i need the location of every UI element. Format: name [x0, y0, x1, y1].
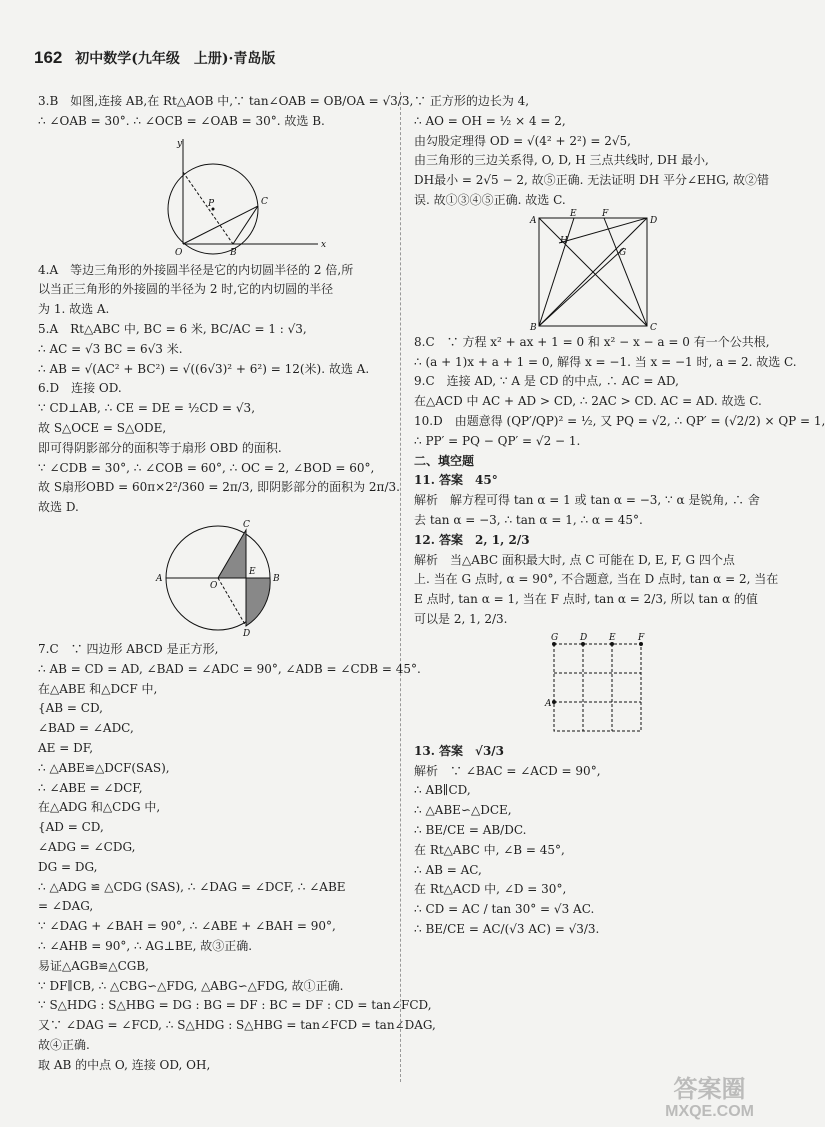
- q13-analysis-3: ∴ △ABE∽△DCE,: [414, 803, 512, 818]
- q4-line-2: 以当正三角形的外接圆的半径为 2 时,它的内切圆的半径: [38, 282, 334, 297]
- fig12-label-f: F: [638, 632, 645, 643]
- q7-line-8: ∴ ∠ABE = ∠DCF,: [38, 780, 143, 795]
- q7-line-18: ∵ DF∥CB, ∴ △CBG∽△FDG, △ABG∽△FDG, 故①正确.: [38, 978, 344, 993]
- q4-line-3: 为 1. 故选 A.: [38, 302, 110, 317]
- q7-line-13: ∴ △ADG ≌ △CDG (SAS), ∴ ∠DAG = ∠DCF, ∴ ∠ABE: [38, 879, 346, 894]
- q13-analysis-9: ∴ BE/CE = AC/(√3 AC) = √3/3.: [414, 921, 600, 936]
- q13-analysis-7: 在 Rt△ACD 中, ∠D = 30°,: [414, 882, 567, 897]
- q10-line-2: ∴ PP′ = PQ − QP′ = √2 − 1.: [414, 433, 581, 448]
- section-heading-fill-blank: 二、填空题: [414, 453, 475, 468]
- q4-line-1: 4.A 等边三角形的外接圆半径是它的内切圆半径的 2 倍,所: [38, 262, 354, 277]
- fig12-label-e: E: [609, 632, 616, 643]
- q3-line-2: ∴ ∠OAB = 30°. ∴ ∠OCB = ∠OAB = 30°. 故选 B.: [38, 113, 325, 128]
- q5-line-1: 5.A Rt△ABC 中, BC = 6 米, BC/AC = 1 : √3,: [38, 321, 307, 336]
- watermark-logo: [665, 1077, 754, 1121]
- q7-line-17: 易证△AGB≌△CGB,: [38, 958, 149, 973]
- right-column: [414, 92, 825, 940]
- q13-analysis-5: 在 Rt△ABC 中, ∠B = 45°,: [414, 842, 565, 857]
- q6-line-2: ∵ CD⊥AB, ∴ CE = DE = ½CD = √3,: [38, 401, 256, 416]
- fig3-label-x: x: [321, 239, 327, 250]
- q7-cont-line-2: ∴ AO = OH = ½ × 4 = 2,: [414, 113, 566, 128]
- fig7-label-e: E: [570, 208, 577, 219]
- page-header: [34, 48, 275, 68]
- q12-answer: 12. 答案 2, 1, 2/3: [414, 532, 530, 547]
- q7-line-6: AE = DF,: [38, 740, 94, 755]
- q7-cont-line-6: 误. 故①③④⑤正确. 故选 C.: [414, 192, 566, 207]
- q8-line-2: ∴ (a + 1)x + a + 1 = 0, 解得 x = −1. 当 x = −1 时, a = 2. 故选 C.: [414, 354, 797, 369]
- fig3-label-o: O: [175, 247, 183, 258]
- q13-answer: 13. 答案 √3/3: [414, 743, 505, 758]
- q6-figure: [38, 520, 338, 638]
- fig3-label-c: C: [261, 196, 268, 207]
- q11-analysis-1: 解析 解方程可得 tan α = 1 或 tan α = −3, ∵ α 是锐角, ∴ 舍: [414, 493, 760, 508]
- q12-analysis-1: 解析 当△ABC 面积最大时, 点 C 可能在 D, E, F, G 四个点: [414, 552, 735, 567]
- q11-analysis-2: 去 tan α = −3, ∴ tan α = 1, ∴ α = 45°.: [414, 512, 643, 527]
- watermark-url: MXQE.COM: [665, 1103, 754, 1121]
- q9-line-1: 9.C 连接 AD, ∵ A 是 CD 的中点, ∴ AC = AD,: [414, 374, 679, 389]
- q7-line-4: {AB = CD,: [38, 701, 103, 716]
- q7-line-5: ∠BAD = ∠ADC,: [38, 721, 134, 736]
- q8-line-1: 8.C ∵ 方程 x² + ax + 1 = 0 和 x² − x − a = 0 有一个公共根,: [414, 334, 770, 349]
- fig6-label-o: O: [210, 580, 218, 591]
- q6-line-7: 故选 D.: [38, 500, 79, 515]
- q7-line-20: 又∵ ∠DAG = ∠FCD, ∴ S△HDG : S△HBG = tan∠FCD = tan∠DAG,: [38, 1018, 436, 1033]
- fig7-label-b: B: [530, 322, 537, 333]
- fig7-label-d: D: [650, 215, 658, 226]
- fig6-label-e: E: [249, 566, 256, 577]
- q7-cont-line-5: DH最小 = 2√5 − 2, 故⑤正确. 无法证明 DH 平分∠EHG, 故②错: [414, 173, 770, 188]
- q7-cont-line-1: ∵ 正方形的边长为 4,: [414, 94, 530, 108]
- book-title: 初中数学(九年级 上册)·青岛版: [75, 51, 276, 67]
- q13-analysis-8: ∴ CD = AC / tan 30° = √3 AC.: [414, 902, 595, 917]
- q7-figure: [414, 208, 714, 333]
- q13-analysis-6: ∴ AB = AC,: [414, 862, 482, 877]
- fig12-label-g: G: [551, 632, 559, 643]
- q10-line-1: 10.D 由题意得 (QP′/QP)² = ½, 又 PQ = √2, ∴ QP′ = (√2/2) × QP = 1,: [414, 413, 825, 428]
- fig6-label-d: D: [243, 628, 251, 639]
- watermark-text: 答案圈: [673, 1076, 746, 1104]
- q12-analysis-2: 上. 当在 G 点时, α = 90°, 不合题意, 当在 D 点时, tan α = 2, 当在: [414, 572, 779, 587]
- fig6-label-a: A: [156, 573, 163, 584]
- q7-cont-line-3: 由勾股定理得 OD = √(4² + 2²) = 2√5,: [414, 133, 631, 148]
- q5-line-2: ∴ AC = √3 BC = 6√3 米.: [38, 341, 183, 356]
- column-divider: [400, 92, 401, 1082]
- q12-analysis-4: 可以是 2, 1, 2/3.: [414, 611, 508, 626]
- q7-line-21: 故④正确.: [38, 1037, 90, 1052]
- fig7-label-a: A: [530, 215, 537, 226]
- q7-line-12: DG = DG,: [38, 859, 98, 874]
- q5-line-3: ∴ AB = √(AC² + BC²) = √((6√3)² + 6²) = 12(米). 故选 A.: [38, 361, 370, 376]
- q13-analysis-2: ∴ AB∥CD,: [414, 783, 471, 798]
- q9-line-2: 在△ACD 中 AC + AD > CD, ∴ 2AC > CD. AC = AD. 故选 C.: [414, 394, 762, 409]
- q3-line-1: 3.B 如图,连接 AB,在 Rt△AOB 中,∵ tan∠OAB = OB/OA = √3/3,: [38, 94, 414, 108]
- q6-line-5: ∵ ∠CDB = 30°, ∴ ∠COB = 60°, ∴ OC = 2, ∠BOD = 60°,: [38, 460, 375, 475]
- q7-line-1: 7.C ∵ 四边形 ABCD 是正方形,: [38, 641, 219, 656]
- q6-line-6: 故 S扇形OBD = 60π×2²/360 = 2π/3, 即阴影部分的面积为 2π/3.: [38, 480, 400, 495]
- q7-line-10: {AD = CD,: [38, 820, 104, 835]
- page-number: 162: [34, 48, 63, 67]
- fig6-label-b: B: [273, 573, 280, 584]
- q13-analysis-1: 解析 ∵ ∠BAC = ∠ACD = 90°,: [414, 763, 601, 778]
- q7-line-11: ∠ADG = ∠CDG,: [38, 839, 136, 854]
- q7-line-19: ∵ S△HDG : S△HBG = DG : BG = DF : BC = DF : CD = tan∠FCD,: [38, 998, 432, 1013]
- q7-line-7: ∴ △ABE≌△DCF(SAS),: [38, 760, 170, 775]
- q6-line-4: 即可得阴影部分的面积等于扇形 OBD 的面积.: [38, 440, 282, 455]
- q13-analysis-4: ∴ BE/CE = AB/DC.: [414, 822, 527, 837]
- fig7-label-g: G: [619, 247, 627, 258]
- fig12-label-a: A: [545, 698, 552, 709]
- q3-figure: [38, 134, 338, 259]
- fig7-label-c: C: [650, 322, 657, 333]
- q6-line-3: 故 S△OCE = S△ODE,: [38, 420, 167, 435]
- q6-line-1: 6.D 连接 OD.: [38, 381, 122, 396]
- fig3-label-y: y: [177, 138, 183, 149]
- q7-line-22: 取 AB 的中点 O, 连接 OD, OH,: [38, 1057, 211, 1072]
- fig12-label-d: D: [580, 632, 588, 643]
- q7-cont-line-4: 由三角形的三边关系得, O, D, H 三点共线时, DH 最小,: [414, 153, 709, 168]
- q7-line-9: 在△ADG 和△CDG 中,: [38, 800, 161, 815]
- q11-answer: 11. 答案 45°: [414, 473, 498, 488]
- q12-grid-figure: [414, 632, 714, 740]
- fig3-label-p: P: [208, 198, 215, 209]
- q7-line-15: ∵ ∠DAG + ∠BAH = 90°, ∴ ∠ABE + ∠BAH = 90°,: [38, 919, 336, 934]
- q7-line-2: ∴ AB = CD = AD, ∠BAD = ∠ADC = 90°, ∠ADB = ∠CDB = 45°.: [38, 661, 421, 676]
- left-column: [38, 92, 436, 1075]
- q7-line-14: = ∠DAG,: [38, 899, 94, 914]
- q12-analysis-3: E 点时, tan α = 1, 当在 F 点时, tan α = 2/3, 所以 tan α 的值: [414, 592, 758, 607]
- fig6-label-c: C: [243, 519, 250, 530]
- fig7-label-h: H: [560, 235, 568, 246]
- fig3-label-b: B: [230, 247, 237, 258]
- fig7-label-f: F: [602, 208, 609, 219]
- q7-line-16: ∴ ∠AHB = 90°, ∴ AG⊥BE, 故③正确.: [38, 938, 253, 953]
- q7-line-3: 在△ABE 和△DCF 中,: [38, 681, 158, 696]
